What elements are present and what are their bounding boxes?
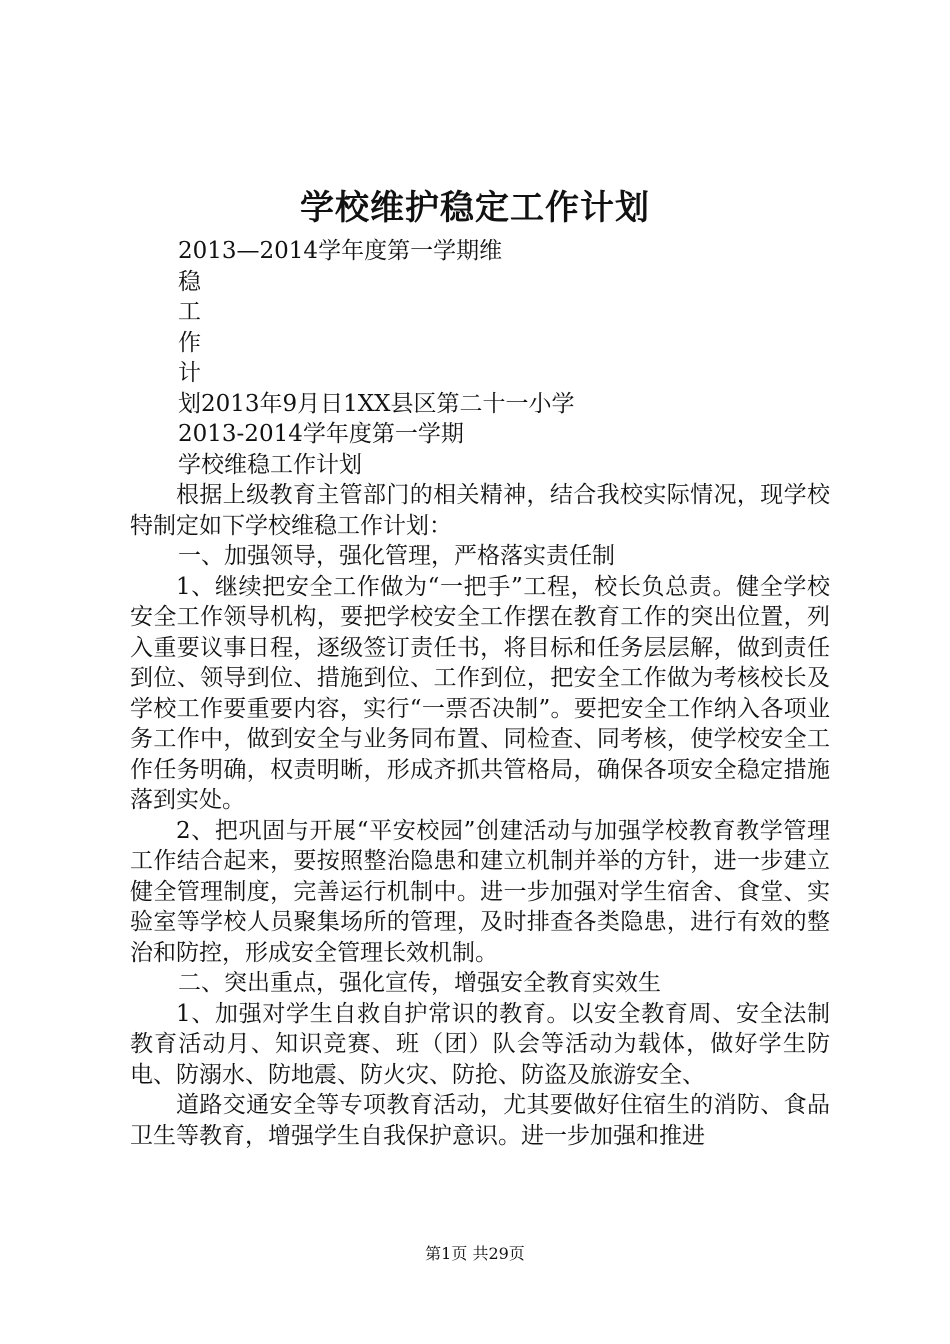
section-heading: 一、加强领导，强化管理，严格落实责任制: [178, 543, 615, 569]
header-line: 2013—2014学年度第一学期维: [178, 238, 503, 264]
header-line: 学校维稳工作计划: [178, 451, 362, 478]
header-line: 2013-2014学年度第一学期: [178, 421, 464, 447]
paragraph: 2、把巩固与开展“平安校园”创建活动与加强学校教育教学管理工作结合起来，要按照整治隐患和建立机制并举的方针，进一步建立健全管理制度，完善运行机制中。进一步加强对学生宿舍、食堂、实验室等学校人员聚集场所的管理，及时排查各类隐患，进行有效的整治和防控，形成安全管理长效机制。: [130, 817, 830, 966]
paragraph: 道路交通安全等专项教育活动，尤其要做好住宿生的消防、食品卫生等教育，增强学生自我保护意识。进一步加强和推进: [130, 1092, 830, 1149]
document-title: 学校维护稳定工作计划: [300, 188, 650, 228]
header-line: 作: [178, 329, 201, 356]
header-line: 工: [178, 299, 201, 325]
header-line: 计: [178, 360, 201, 386]
section-heading: 二、突出重点，强化宣传，增强安全教育实效生: [178, 970, 661, 996]
paragraph: 根据上级教育主管部门的相关精神，结合我校实际情况，现学校特制定如下学校维稳工作计划：: [130, 482, 830, 539]
document-body: [130, 236, 830, 1151]
header-line: 划2013年9月日1XX县区第二十一小学: [178, 390, 575, 417]
paragraph: 1、继续把安全工作做为“一把手”工程，校长负总责。健全学校安全工作领导机构，要把学校安全工作摆在教育工作的突出位置，列入重要议事日程，逐级签订责任书，将目标和任务层层解，做到责任到位、领导到位、措施到位、工作到位，把安全工作做为考核校长及学校工作要重要内容，实行“一票否决制”。要把安全工作纳入各项业务工作中，做到安全与业务同布置、同检查、同考核，使学校安全工作任务明确，权责明晰，形成齐抓共管格局，确保各项安全稳定措施落到实处。: [130, 573, 830, 813]
page-footer: 第1页 共29页: [425, 1244, 525, 1263]
paragraph: 1、加强对学生自救自护常识的教育。以安全教育周、安全法制教育活动月、知识竞赛、班（团）队会等活动为载体，做好学生防电、防溺水、防地震、防火灾、防抢、防盗及旅游安全、: [130, 1000, 830, 1088]
header-line: 稳: [178, 268, 201, 295]
